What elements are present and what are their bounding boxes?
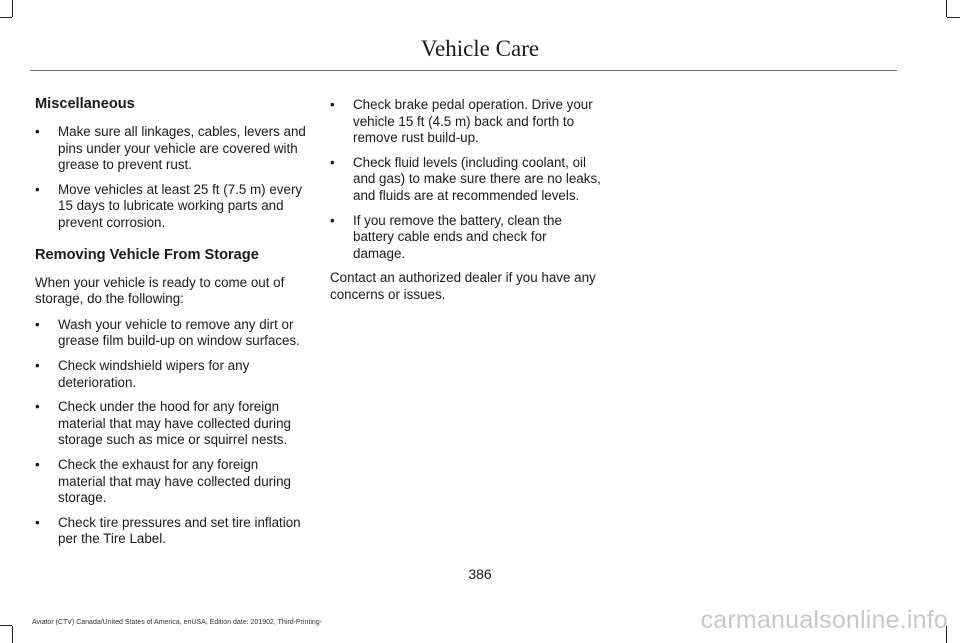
storage-bullet-list (35, 317, 307, 548)
bullet-icon: • (35, 316, 40, 332)
bullet-icon: • (35, 124, 40, 139)
list-item: • If you remove the battery, clean the battery cable ends and check for damage. (330, 212, 562, 261)
crop-mark-top-left-h (0, 17, 12, 18)
list-item: • Check windshield wipers for any deterioration. (35, 357, 250, 390)
list-item: • Wash your vehicle to remove any dirt or grease film build-up on window surfaces. (35, 316, 300, 349)
misc-bullet-list (35, 124, 307, 232)
watermark-text: carmanualsonline.info (700, 606, 948, 634)
crop-mark-top-left-v (12, 0, 13, 17)
crop-mark-top-right-h (947, 17, 960, 18)
left-column (35, 95, 307, 556)
closing-paragraph: Contact an authorized dealer if you have any concerns or issues. (330, 270, 596, 302)
middle-column (330, 97, 602, 313)
crop-mark-top-right-v (946, 0, 947, 17)
list-item: • Make sure all linkages, cables, levers and pins under your vehicle are covered with grease to prevent rust. (35, 124, 306, 173)
list-item: • Check brake pedal operation. Drive your vehicle 15 ft (4.5 m) back and forth to remove rust build-up. (330, 97, 593, 146)
list-item: • Check the exhaust for any foreign material that may have collected during storage. (35, 456, 291, 506)
page-number: 386 (468, 566, 492, 582)
bullet-icon: • (35, 399, 40, 415)
list-item: • Move vehicles at least 25 ft (7.5 m) every 15 days to lubricate working parts and prevent corrosion. (35, 181, 303, 230)
bullet-icon: • (35, 357, 40, 373)
page-header-title: Vehicle Care (420, 36, 540, 61)
list-item: • Check tire pressures and set tire inflation per the Tire Label. (35, 514, 301, 547)
list-item: • Check under the hood for any foreign material that may have collected during storage such as mice or squirrel nests. (35, 399, 291, 448)
bullet-icon: • (35, 456, 40, 472)
bullet-icon: • (330, 154, 335, 170)
section-intro: When your vehicle is ready to come out of storage, do the following: (35, 274, 285, 307)
bullet-icon: • (35, 181, 40, 197)
header-rule (30, 70, 897, 71)
crop-mark-bottom-left-h (0, 625, 12, 626)
section-heading-miscellaneous: Miscellaneous (35, 96, 135, 112)
list-item: • Check fluid levels (including coolant, oil and gas) to make sure there are no leaks, and fluids are at recommended levels. (330, 154, 601, 203)
footer-edition-text: Aviator (CTV) Canada/United States of America, enUSA, Edition date: 201902, Third-Printing- (32, 619, 323, 626)
bullet-icon: • (35, 514, 40, 530)
section-heading-removing-storage: Removing Vehicle From Storage (35, 246, 259, 263)
bullet-icon: • (330, 212, 335, 228)
crop-mark-bottom-left-v (12, 626, 13, 643)
bullet-icon: • (330, 97, 335, 112)
mid-bullet-list (330, 97, 602, 262)
